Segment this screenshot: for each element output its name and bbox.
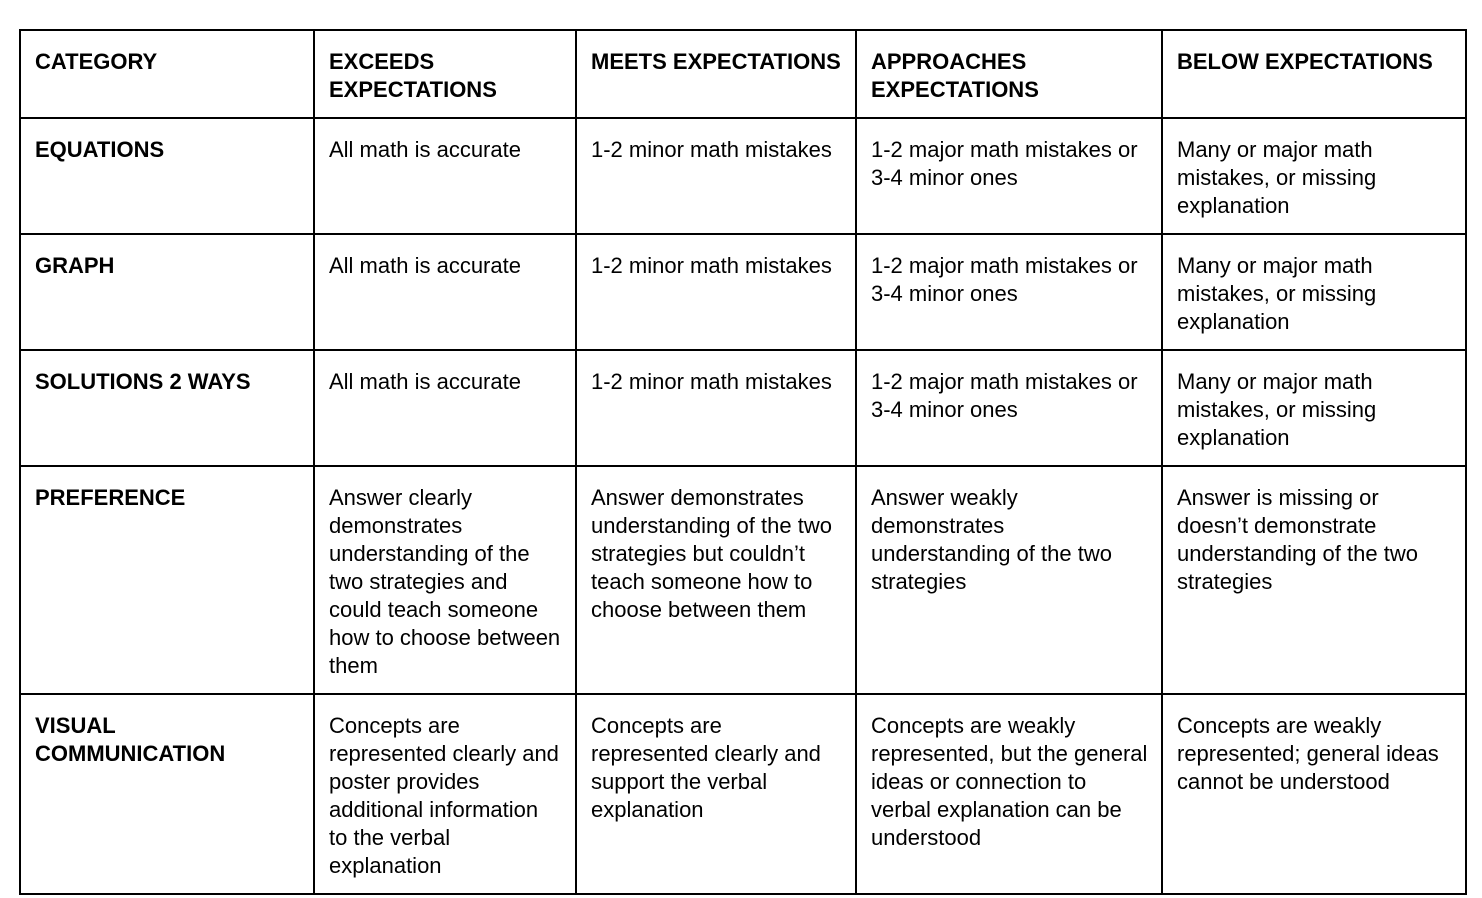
approaches-cell: 1-2 major math mistakes or 3-4 minor ones	[856, 350, 1162, 466]
below-cell: Concepts are weakly represented; general ideas cannot be understood	[1162, 694, 1466, 894]
approaches-cell: 1-2 major math mistakes or 3-4 minor ones	[856, 118, 1162, 234]
category-cell: SOLUTIONS 2 WAYS	[20, 350, 314, 466]
header-category: CATEGORY	[20, 30, 314, 118]
below-cell: Many or major math mistakes, or missing explanation	[1162, 118, 1466, 234]
exceeds-cell: All math is accurate	[314, 118, 576, 234]
below-cell: Answer is missing or doesn’t demonstrate understanding of the two strategies	[1162, 466, 1466, 694]
exceeds-cell: Concepts are represented clearly and poster provides additional information to the verbal explanation	[314, 694, 576, 894]
category-cell: VISUAL COMMUNICATION	[20, 694, 314, 894]
meets-cell: 1-2 minor math mistakes	[576, 118, 856, 234]
category-cell: EQUATIONS	[20, 118, 314, 234]
meets-cell: 1-2 minor math mistakes	[576, 350, 856, 466]
approaches-cell: Concepts are weakly represented, but the general ideas or connection to verbal explanation can be understood	[856, 694, 1162, 894]
header-approaches: APPROACHES EXPECTATIONS	[856, 30, 1162, 118]
meets-cell: Answer demonstrates understanding of the two strategies but couldn’t teach someone how to choose between them	[576, 466, 856, 694]
table-row	[20, 350, 1466, 466]
header-meets: MEETS EXPECTATIONS	[576, 30, 856, 118]
table-row	[20, 234, 1466, 350]
exceeds-cell: All math is accurate	[314, 350, 576, 466]
category-cell: GRAPH	[20, 234, 314, 350]
rubric-table	[19, 29, 1467, 895]
meets-cell: 1-2 minor math mistakes	[576, 234, 856, 350]
meets-cell: Concepts are represented clearly and support the verbal explanation	[576, 694, 856, 894]
header-exceeds: EXCEEDS EXPECTATIONS	[314, 30, 576, 118]
category-cell: PREFERENCE	[20, 466, 314, 694]
header-below: BELOW EXPECTATIONS	[1162, 30, 1466, 118]
table-row	[20, 118, 1466, 234]
table-row	[20, 466, 1466, 694]
exceeds-cell: Answer clearly demonstrates understanding of the two strategies and could teach someone how to choose between them	[314, 466, 576, 694]
header-row	[20, 30, 1466, 118]
exceeds-cell: All math is accurate	[314, 234, 576, 350]
below-cell: Many or major math mistakes, or missing explanation	[1162, 350, 1466, 466]
table-row	[20, 694, 1466, 894]
below-cell: Many or major math mistakes, or missing explanation	[1162, 234, 1466, 350]
approaches-cell: Answer weakly demonstrates understanding of the two strategies	[856, 466, 1162, 694]
approaches-cell: 1-2 major math mistakes or 3-4 minor ones	[856, 234, 1162, 350]
